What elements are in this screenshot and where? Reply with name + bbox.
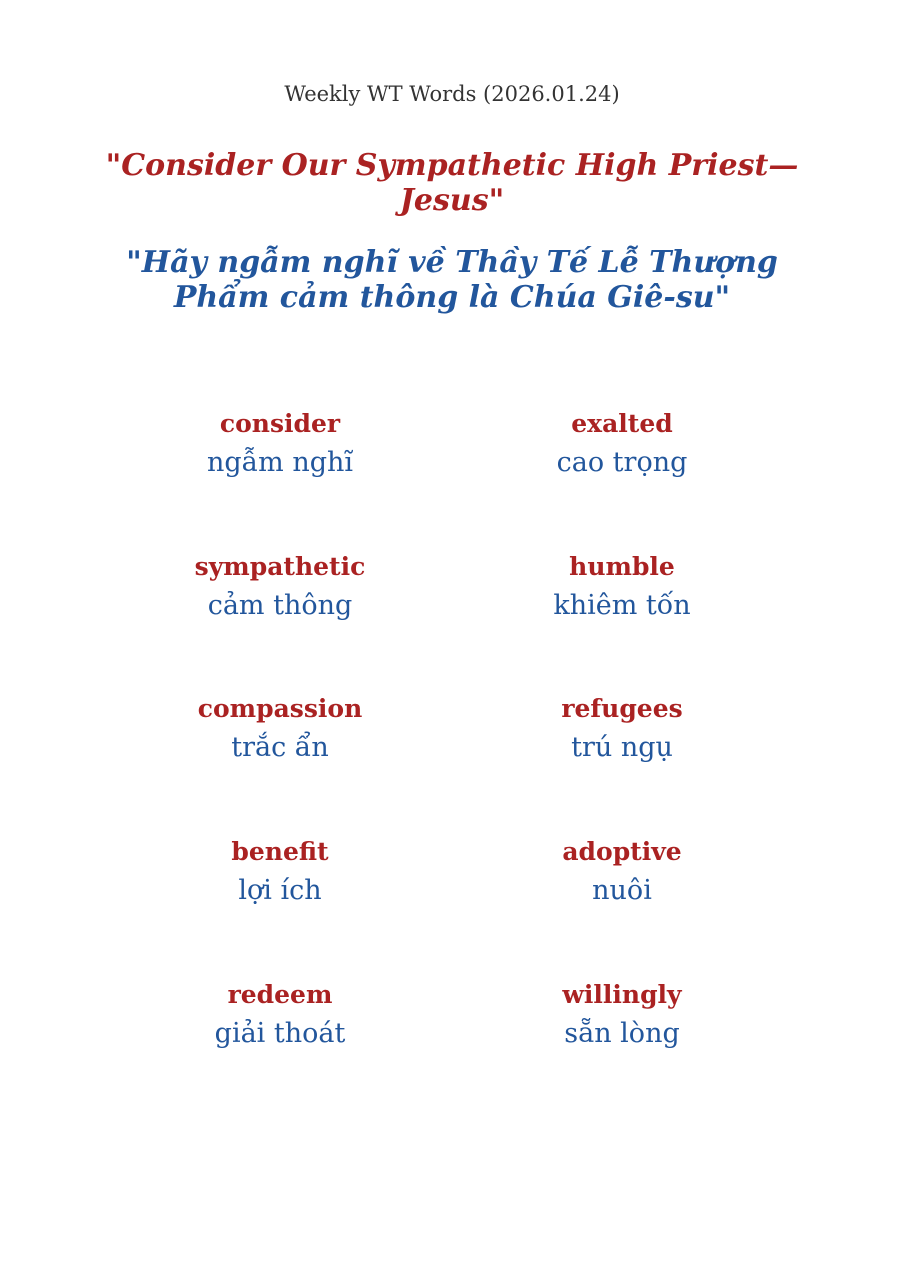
vietnamese-word: khiêm tốn — [553, 590, 691, 621]
word-pair — [110, 551, 450, 622]
english-word: redeem — [227, 980, 333, 1009]
vietnamese-word: trắc ẩn — [231, 732, 329, 763]
word-pair — [452, 836, 792, 907]
vietnamese-word: lợi ích — [238, 875, 322, 906]
word-pair — [452, 551, 792, 622]
vietnamese-word: cao trọng — [556, 447, 688, 478]
word-pair — [110, 693, 450, 764]
english-word: refugees — [561, 694, 683, 723]
english-title-text: Consider Our Sympathetic High Priest—Jesus — [121, 148, 799, 218]
english-title: "Consider Our Sympathetic High Priest—Jesus" — [105, 148, 799, 218]
word-pair — [452, 693, 792, 764]
vietnamese-title-text: Hãy ngẫm nghĩ về Thầy Tế Lễ Thượng Phẩm cảm thông là Chúa Giê-su — [141, 245, 778, 315]
english-word: exalted — [571, 409, 673, 438]
vietnamese-word: cảm thông — [207, 590, 353, 621]
word-pair — [110, 836, 450, 907]
word-pair — [452, 408, 792, 479]
english-word: humble — [569, 552, 675, 581]
vietnamese-word: ngẫm nghĩ — [206, 447, 354, 478]
word-pair — [110, 979, 450, 1050]
english-word: consider — [219, 409, 341, 438]
vietnamese-word: sẵn lòng — [564, 1018, 680, 1049]
vietnamese-title: "Hãy ngẫm nghĩ về Thầy Tế Lễ Thượng Phẩm cảm thông là Chúa Giê-su" — [126, 245, 778, 315]
word-pair — [110, 408, 450, 479]
vietnamese-word: giải thoát — [214, 1018, 346, 1049]
page-header: Weekly WT Words (2026.01.24) — [284, 82, 620, 106]
english-word: sympathetic — [194, 552, 366, 581]
vietnamese-word: trú ngụ — [571, 732, 673, 763]
vietnamese-word: nuôi — [592, 875, 652, 906]
english-word: compassion — [197, 694, 363, 723]
english-word: benefit — [231, 837, 329, 866]
english-word: willingly — [562, 980, 682, 1009]
english-word: adoptive — [562, 837, 682, 866]
word-pair — [452, 979, 792, 1050]
